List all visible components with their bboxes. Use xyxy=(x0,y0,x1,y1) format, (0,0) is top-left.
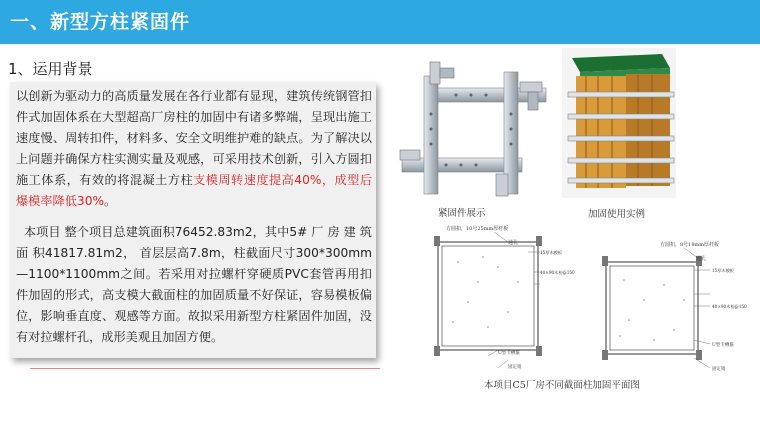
paragraph-2-text: 本项目 整个项目总建筑面积76452.83m2，其中5# 厂 房 建 筑 面 积41817.81m2， 首层层高7.8m，柱截面尺寸300*300mm—1100*1100mm之间。若采用对拉螺杆穿硬质PVC套管再用扣件加固的形式，高支模大截面柱的加固质量不好保证，容易模板偏位，影响垂直度、观感等方面。故拟采用新型方柱紧固件加固，没有对拉螺杆孔，成形美观且加固方便。 xyxy=(16,225,372,344)
usage-photo xyxy=(562,48,676,198)
plan-right-label-hole: 通孔 xyxy=(696,256,707,262)
plan-left-label-top: 方圆扣，10号25mm厚杆板 xyxy=(446,226,509,232)
title-bar xyxy=(0,0,760,44)
plan-drawing-right xyxy=(584,240,754,384)
plan-right-label-top: 方圆扣，8号18mm厚杆板 xyxy=(660,242,720,248)
paragraph-1 xyxy=(16,86,372,212)
page-title: 一、新型方柱紧固件 xyxy=(10,11,191,33)
paragraph-1-end: 。 xyxy=(104,194,117,208)
plan-right-label-wood: 40×90木枋@150 xyxy=(712,304,747,309)
plan-left-label-hole: 通孔 xyxy=(508,240,519,246)
plan-right-label-board: 15厚木模板 xyxy=(712,268,735,273)
fastener-caption: 紧固件展示 xyxy=(438,208,486,219)
plan-left-label-nail: 固定销 xyxy=(508,365,522,370)
fastener-image xyxy=(396,54,552,200)
paragraph-2 xyxy=(16,222,372,348)
plan-left-label-beam: U型卡槽箍 xyxy=(498,351,520,356)
plan-drawing-left xyxy=(428,222,575,372)
background-text-box xyxy=(10,82,376,358)
plan-left-label-wood: 40×90木枋@150 xyxy=(540,270,575,275)
usage-caption: 加固使用实例 xyxy=(588,209,646,220)
section-heading: 1、运用背景 xyxy=(8,60,93,78)
highlight-text: 支模周转速度提高40%，成型后爆模率降低30% xyxy=(16,173,373,208)
plan-right-label-beam: U型卡槽箍 xyxy=(712,343,734,348)
paragraph-1-text: 以创新为驱动力的高质量发展在各行业都有显现，建筑传统钢管扣件式加固体系在大型超高厂房柱的加固中有诸多弊端，呈现出施工速度慢、周转扣件，材料多、安全文明维护难的缺点。为了解决以上问题并确保方柱实测实量及观感，可采用技术创新，引入方圆扣施工体系，有效的将混凝土方柱 xyxy=(16,89,372,187)
divider-line xyxy=(30,368,380,369)
plan-caption: 本项目C5厂房不同截面柱加固平面图 xyxy=(484,380,640,391)
plan-left-label-board: 15厚木模板 xyxy=(540,250,563,255)
plan-right-label-nail: 固定销 xyxy=(712,367,726,372)
